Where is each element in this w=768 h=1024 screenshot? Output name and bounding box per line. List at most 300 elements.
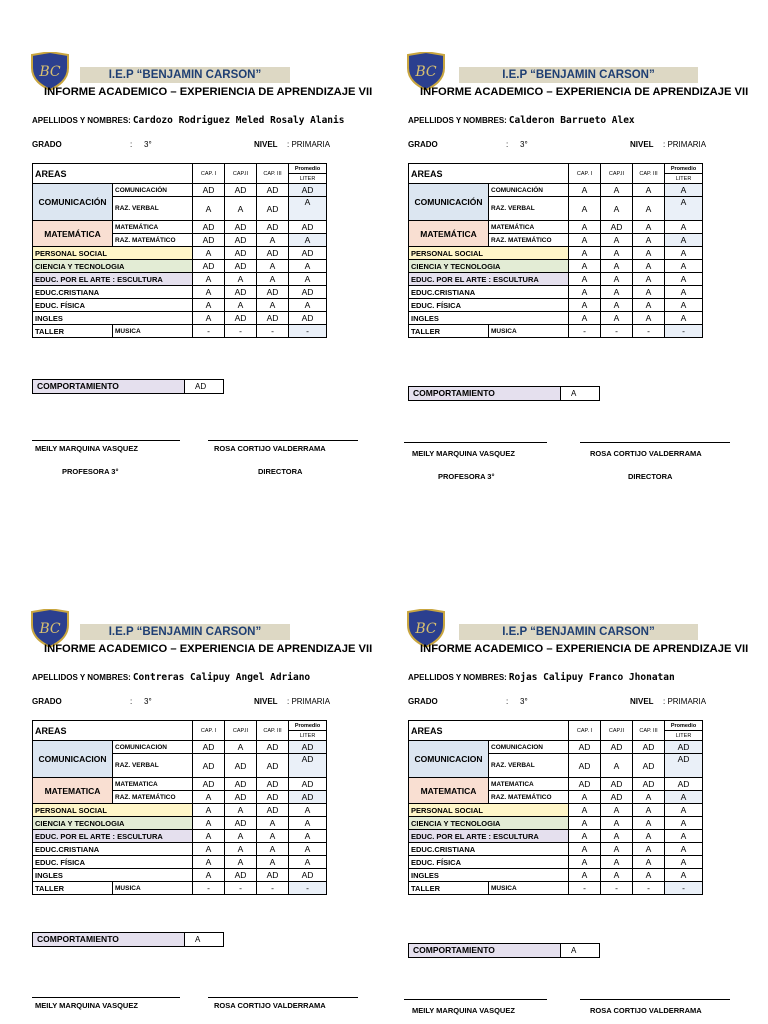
grade-cell: A	[193, 804, 225, 817]
grade-cell: AD	[601, 778, 633, 791]
grade-cell: A	[665, 286, 703, 299]
grade-cell: AD	[257, 221, 289, 234]
grado-row	[408, 140, 738, 152]
grade-cell: AD	[289, 778, 327, 791]
table-row	[33, 817, 327, 830]
grade-cell: AD	[257, 869, 289, 882]
sub-comunicacion: COMUNICACION	[113, 741, 193, 754]
grade-cell: AD	[569, 778, 601, 791]
area-ingles: INGLES	[409, 312, 569, 325]
grade-cell: AD	[193, 184, 225, 197]
grade-cell: AD	[225, 184, 257, 197]
director-signature-line	[208, 440, 358, 441]
grade-cell: A	[633, 260, 665, 273]
comportamiento-box	[32, 379, 222, 394]
table-row	[33, 299, 327, 312]
sub-raz-matematico: RAZ. MATEMÁTICO	[489, 234, 569, 247]
area-fisica: EDUC. FÍSICA	[33, 856, 193, 869]
grade-cell: A	[193, 856, 225, 869]
grade-cell: A	[257, 856, 289, 869]
sub-raz-matematico: RAZ. MATEMÁTICO	[113, 791, 193, 804]
grade-cell: A	[633, 299, 665, 312]
teacher-signature-line	[32, 440, 180, 441]
table-row	[409, 882, 703, 895]
student-name: Cardozo Rodriguez Meled Rosaly Alanis	[132, 115, 345, 126]
table-row	[33, 843, 327, 856]
grade-cell: -	[601, 325, 633, 338]
table-row	[33, 778, 327, 791]
grade-cell: A	[289, 197, 327, 221]
teacher-name: MEILY MARQUINA VASQUEZ	[412, 449, 515, 458]
table-row	[409, 299, 703, 312]
grado-label: GRADO	[408, 140, 438, 149]
grado-row	[32, 697, 362, 709]
sub-comunicacion: COMUNICACIÓN	[113, 184, 193, 197]
grade-cell: A	[601, 312, 633, 325]
table-row	[33, 804, 327, 817]
teacher-signature-line	[404, 442, 547, 443]
grade-cell: A	[633, 817, 665, 830]
grade-cell: AD	[225, 234, 257, 247]
teacher-signature-line	[404, 999, 547, 1000]
names-label: APELLIDOS Y NOMBRES:	[32, 116, 131, 125]
grade-cell: AD	[289, 247, 327, 260]
director-signature-line	[580, 999, 730, 1000]
grade-cell: A	[225, 804, 257, 817]
nivel-label: NIVEL	[254, 697, 278, 706]
table-row	[33, 325, 327, 338]
student-names-row	[408, 672, 675, 683]
area-ciencia: CIENCIA Y TECNOLOGIA	[409, 260, 569, 273]
grade-cell: AD	[569, 754, 601, 778]
grade-cell: A	[665, 299, 703, 312]
grade-cell: A	[289, 804, 327, 817]
grade-cell: A	[569, 197, 601, 221]
grade-cell: AD	[665, 778, 703, 791]
grade-cell: A	[633, 221, 665, 234]
area-fisica: EDUC. FÍSICA	[33, 299, 193, 312]
school-crest-icon	[30, 609, 70, 647]
grade-cell: A	[289, 843, 327, 856]
grade-cell: AD	[225, 791, 257, 804]
table-row	[409, 325, 703, 338]
grade-cell: -	[289, 882, 327, 895]
grade-cell: A	[289, 856, 327, 869]
grade-cell: AD	[225, 221, 257, 234]
grade-cell: AD	[225, 286, 257, 299]
grade-cell: A	[665, 791, 703, 804]
grade-cell: -	[665, 325, 703, 338]
grade-cell: A	[193, 286, 225, 299]
grade-cell: A	[193, 197, 225, 221]
promedio-header: Promedio	[665, 164, 703, 174]
table-row	[409, 778, 703, 791]
grade-cell: A	[665, 260, 703, 273]
cap1-header: CAP. I	[193, 164, 225, 184]
grade-cell: A	[569, 221, 601, 234]
crest-letters: BC	[415, 64, 437, 80]
table-header-row	[33, 164, 327, 174]
grade-cell: A	[569, 299, 601, 312]
grade-cell: -	[633, 882, 665, 895]
area-fisica: EDUC. FÍSICA	[409, 299, 569, 312]
grade-cell: AD	[633, 778, 665, 791]
grades-table	[408, 720, 703, 895]
report-card	[28, 609, 388, 1024]
grade-cell: A	[193, 273, 225, 286]
grade-cell: A	[257, 299, 289, 312]
grade-cell: A	[193, 312, 225, 325]
area-taller: TALLER	[409, 325, 489, 338]
grade-cell: A	[193, 299, 225, 312]
cap2-header: CAP.II	[601, 721, 633, 741]
grade-cell: A	[193, 791, 225, 804]
areas-header: AREAS	[409, 721, 569, 741]
report-title: INFORME ACADEMICO – EXPERIENCIA DE APRENDIZAJE VII	[420, 643, 749, 655]
area-matematica: MATEMATICA	[33, 778, 113, 804]
table-row	[33, 882, 327, 895]
grade-cell: A	[633, 804, 665, 817]
comportamiento-value: A	[561, 943, 600, 958]
grade-cell: -	[257, 325, 289, 338]
cap2-header: CAP.II	[225, 164, 257, 184]
promedio-header: Promedio	[289, 164, 327, 174]
areas-header: AREAS	[409, 164, 569, 184]
grado-value: 3°	[144, 140, 152, 149]
student-name: Calderon Barrueto Alex	[508, 115, 635, 126]
grade-cell: AD	[193, 234, 225, 247]
sub-comunicacion: COMUNICACIÓN	[489, 184, 569, 197]
school-name: I.E.P “BENJAMIN CARSON”	[80, 624, 290, 640]
grade-cell: A	[193, 869, 225, 882]
table-header-row	[33, 721, 327, 731]
grade-cell: AD	[289, 741, 327, 754]
area-arte: EDUC. POR EL ARTE : ESCULTURA	[409, 273, 569, 286]
grade-cell: A	[633, 843, 665, 856]
grade-cell: AD	[289, 312, 327, 325]
grado-colon: :	[506, 140, 509, 149]
grade-cell: AD	[193, 778, 225, 791]
grade-cell: A	[193, 830, 225, 843]
grade-cell: A	[601, 843, 633, 856]
report-title: INFORME ACADEMICO – EXPERIENCIA DE APRENDIZAJE VII	[44, 86, 373, 98]
grade-cell: A	[289, 234, 327, 247]
grade-cell: A	[289, 299, 327, 312]
grade-cell: -	[257, 882, 289, 895]
school-crest-icon	[30, 52, 70, 90]
area-comunicacion: COMUNICACION	[33, 741, 113, 778]
area-personal-social: PERSONAL SOCIAL	[33, 804, 193, 817]
grade-cell: AD	[225, 247, 257, 260]
grade-cell: A	[633, 286, 665, 299]
grade-cell: A	[569, 869, 601, 882]
grade-cell: A	[193, 843, 225, 856]
school-crest-icon	[406, 52, 446, 90]
grade-cell: A	[665, 273, 703, 286]
liter-header: LITER	[289, 174, 327, 184]
table-row	[409, 869, 703, 882]
grade-cell: A	[225, 856, 257, 869]
director-name: ROSA CORTIJO VALDERRAMA	[214, 1001, 326, 1010]
grade-cell: AD	[225, 817, 257, 830]
table-row	[409, 804, 703, 817]
grade-cell: A	[601, 869, 633, 882]
cap3-header: CAP. III	[633, 721, 665, 741]
area-ciencia: CIENCIA Y TECNOLOGIA	[409, 817, 569, 830]
areas-header: AREAS	[33, 164, 193, 184]
grado-value: 3°	[520, 140, 528, 149]
grade-cell: AD	[633, 754, 665, 778]
grade-cell: A	[257, 830, 289, 843]
table-header-row	[409, 164, 703, 174]
area-comunicacion: COMUNICACION	[409, 741, 489, 778]
school-name: I.E.P “BENJAMIN CARSON”	[459, 624, 698, 640]
grade-cell: A	[665, 830, 703, 843]
area-personal-social: PERSONAL SOCIAL	[409, 804, 569, 817]
table-row	[409, 247, 703, 260]
comportamiento-label: COMPORTAMIENTO	[32, 932, 185, 947]
sub-musica: MUSICA	[113, 325, 193, 338]
grade-cell: -	[193, 325, 225, 338]
grade-cell: A	[289, 273, 327, 286]
grade-cell: A	[225, 299, 257, 312]
sub-raz-verbal: RAZ. VERBAL	[489, 754, 569, 778]
director-role: DIRECTORA	[258, 467, 303, 476]
grade-cell: A	[569, 856, 601, 869]
grade-cell: A	[665, 843, 703, 856]
grade-cell: A	[633, 247, 665, 260]
grade-cell: A	[601, 247, 633, 260]
school-crest-icon	[406, 609, 446, 647]
grade-cell: AD	[601, 221, 633, 234]
sub-musica: MUSICA	[489, 882, 569, 895]
grade-cell: A	[289, 830, 327, 843]
area-comunicacion: COMUNICACIÓN	[33, 184, 113, 221]
grado-label: GRADO	[408, 697, 438, 706]
grado-colon: :	[130, 140, 133, 149]
grade-cell: A	[601, 184, 633, 197]
grado-value: 3°	[520, 697, 528, 706]
grade-cell: A	[569, 286, 601, 299]
grade-cell: A	[665, 197, 703, 221]
area-taller: TALLER	[33, 325, 113, 338]
grade-cell: AD	[193, 221, 225, 234]
grado-label: GRADO	[32, 140, 62, 149]
grade-cell: A	[665, 856, 703, 869]
grade-cell: AD	[601, 791, 633, 804]
teacher-name: MEILY MARQUINA VASQUEZ	[35, 1001, 138, 1010]
grade-cell: A	[225, 273, 257, 286]
table-row	[409, 221, 703, 234]
grade-cell: A	[225, 843, 257, 856]
names-label: APELLIDOS Y NOMBRES:	[408, 116, 507, 125]
grade-cell: A	[601, 260, 633, 273]
area-arte: EDUC. POR EL ARTE : ESCULTURA	[33, 830, 193, 843]
director-signature-line	[580, 442, 730, 443]
area-matematica: MATEMATICA	[409, 778, 489, 804]
grade-cell: -	[225, 882, 257, 895]
table-row	[33, 869, 327, 882]
grades-table	[32, 163, 327, 338]
crest-letters: BC	[415, 621, 437, 637]
grade-cell: AD	[225, 754, 257, 778]
grade-cell: A	[601, 754, 633, 778]
comportamiento-value: A	[561, 386, 600, 401]
table-row	[33, 741, 327, 754]
grado-label: GRADO	[32, 697, 62, 706]
grade-cell: A	[665, 312, 703, 325]
sub-matematica: MATEMÁTICA	[489, 221, 569, 234]
grado-value: 3°	[144, 697, 152, 706]
area-arte: EDUC. POR EL ARTE : ESCULTURA	[409, 830, 569, 843]
grades-table	[32, 720, 327, 895]
table-row	[409, 741, 703, 754]
comportamiento-label: COMPORTAMIENTO	[32, 379, 185, 394]
cap3-header: CAP. III	[257, 721, 289, 741]
table-row	[409, 856, 703, 869]
grade-cell: AD	[289, 791, 327, 804]
sub-matematica: MATEMÁTICA	[113, 221, 193, 234]
student-name: Rojas Calipuy Franco Jhonatan	[508, 672, 675, 683]
comportamiento-value: A	[185, 932, 224, 947]
grade-cell: A	[665, 184, 703, 197]
report-title: INFORME ACADEMICO – EXPERIENCIA DE APRENDIZAJE VII	[44, 643, 373, 655]
grade-cell: A	[569, 843, 601, 856]
grade-cell: A	[633, 830, 665, 843]
area-personal-social: PERSONAL SOCIAL	[33, 247, 193, 260]
cap3-header: CAP. III	[257, 164, 289, 184]
area-ingles: INGLES	[409, 869, 569, 882]
cap1-header: CAP. I	[569, 721, 601, 741]
grade-cell: AD	[665, 741, 703, 754]
grade-cell: AD	[601, 741, 633, 754]
comportamiento-box	[408, 943, 598, 958]
grade-cell: A	[569, 273, 601, 286]
grade-cell: A	[257, 260, 289, 273]
table-row	[33, 247, 327, 260]
grade-cell: A	[257, 843, 289, 856]
sub-raz-verbal: RAZ. VERBAL	[113, 754, 193, 778]
grade-cell: AD	[633, 741, 665, 754]
grade-cell: A	[665, 869, 703, 882]
director-name: ROSA CORTIJO VALDERRAMA	[590, 1006, 702, 1015]
report-card	[28, 52, 388, 532]
areas-header: AREAS	[33, 721, 193, 741]
grade-cell: A	[289, 817, 327, 830]
grade-cell: A	[601, 804, 633, 817]
area-cristiana: EDUC.CRISTIANA	[33, 843, 193, 856]
table-row	[33, 856, 327, 869]
area-matematica: MATEMÁTICA	[409, 221, 489, 247]
grade-cell: AD	[289, 221, 327, 234]
school-name: I.E.P “BENJAMIN CARSON”	[459, 67, 698, 83]
school-name: I.E.P “BENJAMIN CARSON”	[80, 67, 290, 83]
grade-cell: A	[601, 234, 633, 247]
grade-cell: AD	[225, 778, 257, 791]
table-row	[33, 830, 327, 843]
report-title: INFORME ACADEMICO – EXPERIENCIA DE APRENDIZAJE VII	[420, 86, 749, 98]
nivel-value: : PRIMARIA	[663, 140, 707, 149]
cap1-header: CAP. I	[569, 164, 601, 184]
report-card	[404, 52, 764, 532]
grade-cell: A	[601, 299, 633, 312]
comportamiento-value: AD	[185, 379, 224, 394]
nivel-value: : PRIMARIA	[663, 697, 707, 706]
grade-cell: AD	[225, 260, 257, 273]
area-ciencia: CIENCIA Y TECNOLOGIA	[33, 260, 193, 273]
cap3-header: CAP. III	[633, 164, 665, 184]
grade-cell: A	[601, 856, 633, 869]
grade-cell: A	[633, 791, 665, 804]
liter-header: LITER	[665, 174, 703, 184]
director-signature-line	[208, 997, 358, 998]
grade-cell: -	[193, 882, 225, 895]
grade-cell: -	[569, 882, 601, 895]
sub-raz-matematico: RAZ. MATEMÁTICO	[489, 791, 569, 804]
nivel-label: NIVEL	[254, 140, 278, 149]
table-row	[409, 843, 703, 856]
grade-cell: A	[633, 312, 665, 325]
grade-cell: A	[601, 830, 633, 843]
sub-matematica: MATEMATICA	[113, 778, 193, 791]
grade-cell: A	[633, 184, 665, 197]
area-ingles: INGLES	[33, 312, 193, 325]
sub-comunicacion: COMUNICACION	[489, 741, 569, 754]
cap2-header: CAP.II	[601, 164, 633, 184]
grade-cell: A	[633, 197, 665, 221]
grade-cell: A	[193, 817, 225, 830]
teacher-role: PROFESORA 3°	[62, 467, 119, 476]
area-arte: EDUC. POR EL ARTE : ESCULTURA	[33, 273, 193, 286]
grade-cell: A	[665, 234, 703, 247]
grade-cell: A	[601, 817, 633, 830]
nivel-value: : PRIMARIA	[287, 140, 331, 149]
sub-matematica: MATEMATICA	[489, 778, 569, 791]
grade-cell: A	[665, 804, 703, 817]
table-row	[33, 260, 327, 273]
grade-cell: AD	[193, 754, 225, 778]
table-row	[409, 312, 703, 325]
nivel-label: NIVEL	[630, 140, 654, 149]
grade-cell: A	[633, 234, 665, 247]
table-row	[409, 817, 703, 830]
grade-cell: A	[569, 804, 601, 817]
grado-colon: :	[506, 697, 509, 706]
area-fisica: EDUC. FÍSICA	[409, 856, 569, 869]
grade-cell: AD	[257, 197, 289, 221]
grade-cell: AD	[569, 741, 601, 754]
promedio-header: Promedio	[289, 721, 327, 731]
director-name: ROSA CORTIJO VALDERRAMA	[590, 449, 702, 458]
area-taller: TALLER	[409, 882, 489, 895]
grade-cell: -	[633, 325, 665, 338]
grade-cell: A	[289, 260, 327, 273]
table-row	[409, 184, 703, 197]
grade-cell: A	[569, 184, 601, 197]
sub-raz-verbal: RAZ. VERBAL	[113, 197, 193, 221]
director-role: DIRECTORA	[628, 472, 673, 481]
area-cristiana: EDUC.CRISTIANA	[33, 286, 193, 299]
grade-cell: A	[601, 197, 633, 221]
liter-header: LITER	[665, 731, 703, 741]
sub-musica: MUSICA	[489, 325, 569, 338]
comportamiento-box	[32, 932, 222, 947]
grade-cell: A	[665, 221, 703, 234]
comportamiento-box	[408, 386, 598, 401]
grade-cell: A	[225, 741, 257, 754]
grade-cell: A	[569, 791, 601, 804]
grade-cell: AD	[257, 741, 289, 754]
